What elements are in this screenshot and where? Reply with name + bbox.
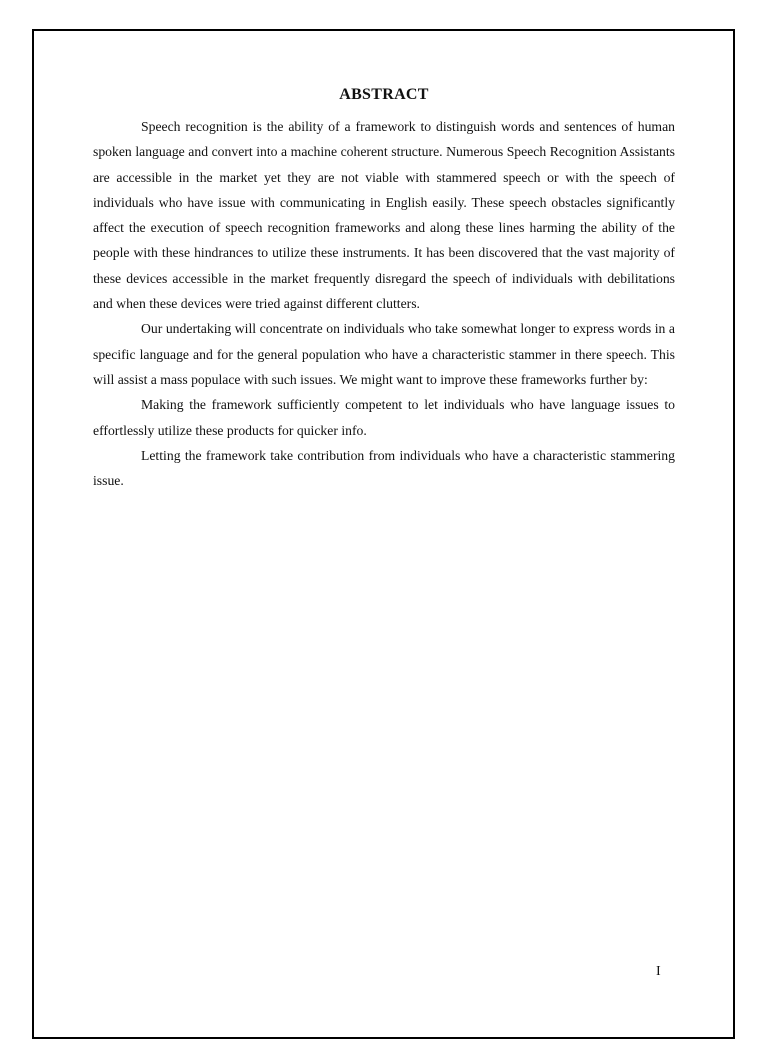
paragraph-intro: Speech recognition is the ability of a framework to distinguish words and sentences of human spoken language and convert into a machine coherent structure. Numerous Speech Recognition Assistants are accessible in the market yet they are not viable with stammered speech or with the speech of individuals who have issue with communicating in English easily. These speech obstacles significantly affect the execution of speech recognition frameworks and along these lines harming the ability of the people with these hindrances to utilize these instruments. It has been discovered that the vast majority of these devices accessible in the market frequently disregard the speech of individuals with debilitations and when these devices were tried against different clutters. [93,119,675,312]
paragraph-improvement-2: Letting the framework take contribution from individuals who have a characteristic stammering issue. [93,447,675,489]
abstract-body [93,114,675,493]
paragraph-improvement-1: Making the framework sufficiently competent to let individuals who have language issues to effortlessly utilize these products for quicker info. [93,397,675,438]
paragraph-focus: Our undertaking will concentrate on individuals who take somewhat longer to express words in a specific language and for the general population who have a characteristic stammer in there speech. This will assist a mass populace with such issues. We might want to improve these frameworks further by: [93,321,675,387]
abstract-title: ABSTRACT [339,86,429,103]
page-number: I [656,964,661,979]
